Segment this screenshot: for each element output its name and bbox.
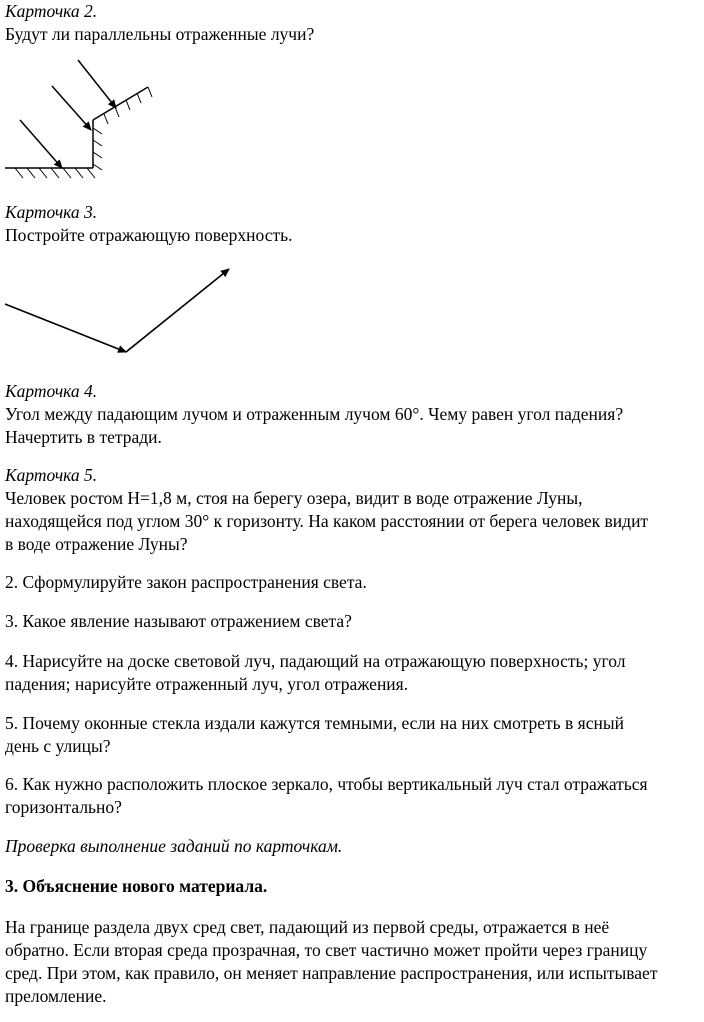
question-6-line2: горизонтально? [5,797,122,817]
explanation-line3: сред. При этом, как правило, он меняет направление распространения, или испытывает [5,963,658,983]
explanation-line4: преломление. [5,986,107,1006]
card5-line1: Человек ростом H=1,8 м, стоя на берегу озера, видит в воде отражение Луны, [5,488,583,508]
card5-title: Карточка 5. [5,465,98,485]
card4-line1: Угол между падающим лучом и отраженным лучом 60°. Чему равен угол падения? [5,404,624,424]
question-2: 2. Сформулируйте закон распространения света. [5,572,367,592]
check-note: Проверка выполнение заданий по карточкам. [5,836,343,856]
question-6-line1: 6. Как нужно расположить плоское зеркало, чтобы вертикальный луч стал отражаться [5,774,648,794]
explanation-line2: обратно. Если вторая среда прозрачная, то свет частично может пройти через границу [5,940,648,960]
question-5-line2: день с улицы? [5,736,111,756]
question-5-line1: 5. Почему оконные стекла издали кажутся темными, если на них смотреть в ясный [5,713,624,733]
card5-line2: находящейся под углом 30° к горизонту. На каком расстоянии от берега человек видит [5,511,649,531]
card3-question: Постройте отражающую поверхность. [5,225,293,245]
card2-question: Будут ли параллельны отраженные лучи? [5,24,315,44]
card2-mirror-diagram [5,56,175,186]
explanation-line1: На границе раздела двух сред свет, падающий из первой среды, отражается в неё [5,917,610,937]
question-3: 3. Какое явление называют отражением света? [5,611,352,631]
card4-line2: Начертить в тетради. [5,427,162,447]
card5-line3: в воде отражение Луны? [5,534,188,554]
section-heading: 3. Объяснение нового материала. [5,876,268,896]
question-4-line1: 4. Нарисуйте на доске световой луч, падающий на отражающую поверхность; угол [5,651,626,671]
card4-title: Карточка 4. [5,381,98,401]
question-4-line2: падения; нарисуйте отраженный луч, угол отражения. [5,674,409,694]
card3-title: Карточка 3. [5,202,98,222]
card2-title: Карточка 2. [5,1,98,21]
card3-ray-diagram [5,262,245,362]
